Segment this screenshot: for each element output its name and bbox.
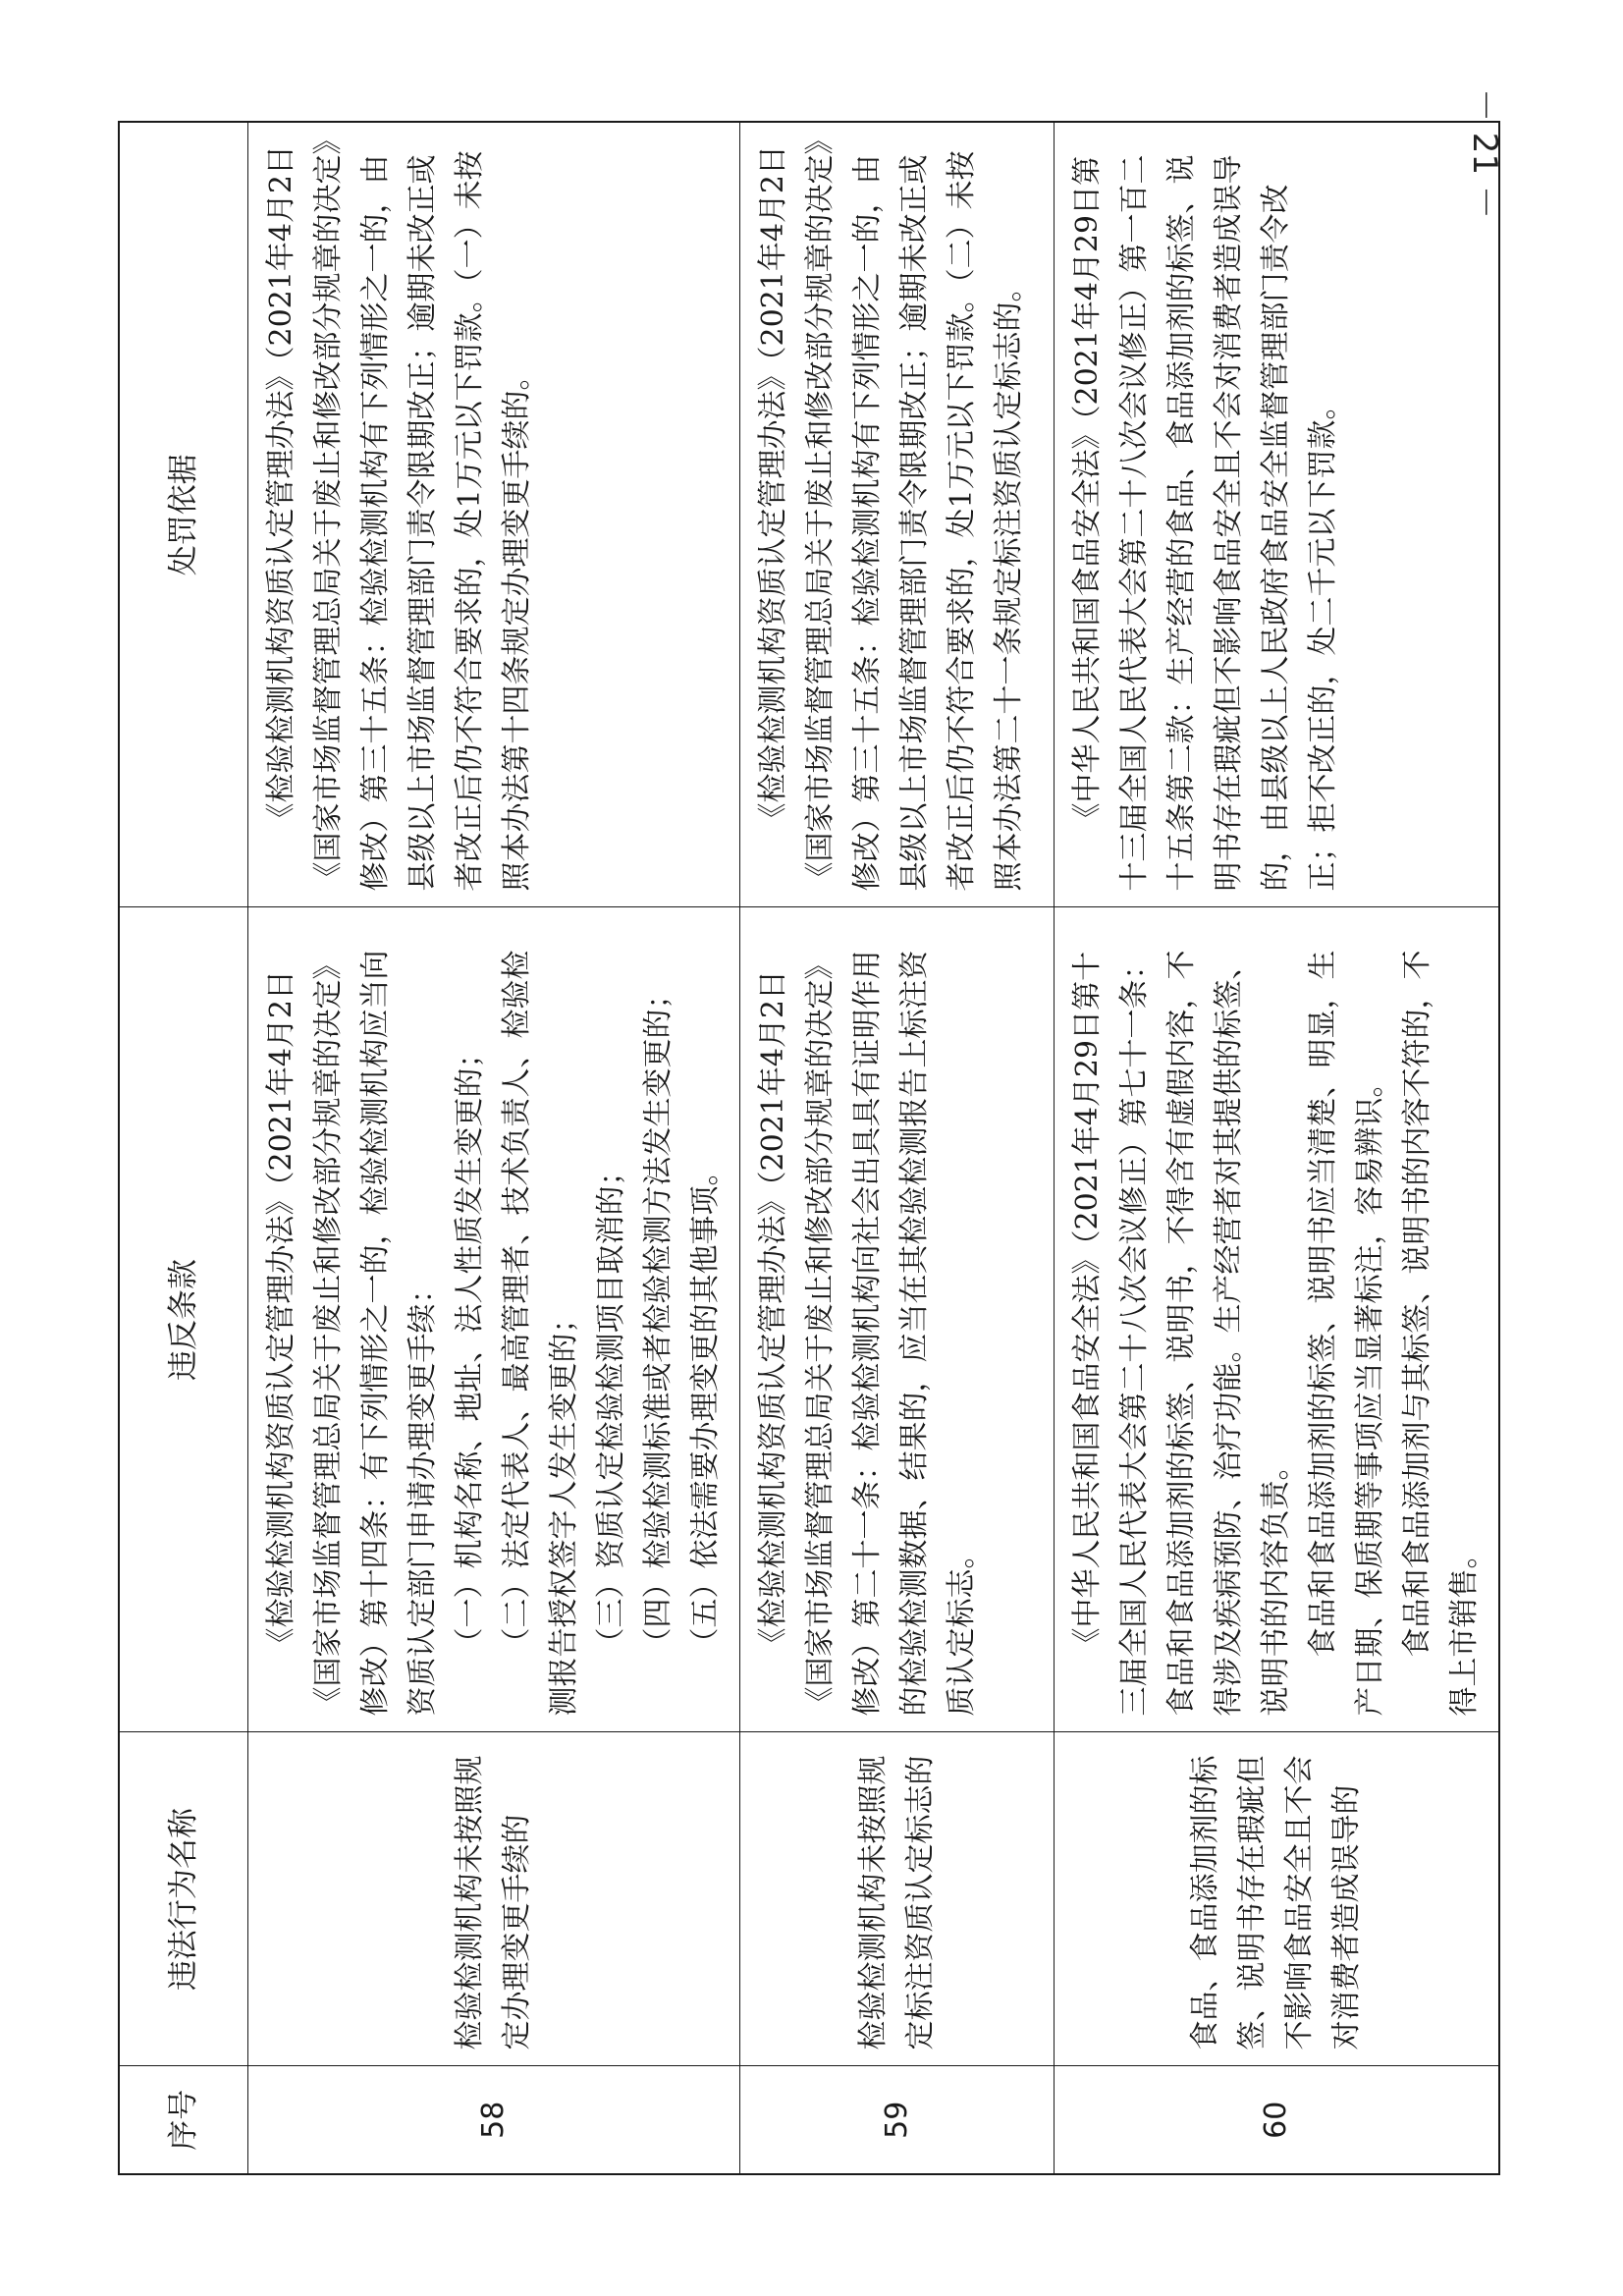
header-name: 违法行为名称 [119,1732,248,2066]
clause-paragraph: 食品和食品添加剂的标签、说明书应当清楚、明显，生产日期、保质期等事项应当显著标注，容易辨识。 [1306,950,1387,1717]
table-header-row [119,122,248,2174]
header-seq: 序号 [119,2066,248,2174]
clause-paragraph: 《检验检测机构资质认定管理办法》（2021年4月2日《国家市场监督管理总局关于废止和修改部分规章的决定》修改）第十四条：有下列情形之一的，检验检测机构应当向资质认定部门申请办理变更手续： [264,950,440,1717]
row-clause [1055,907,1500,1732]
row-name: 检验检测机构未按照规定办理变更手续的 [248,1732,740,2066]
clause-paragraph: （四）检验检测标准或者检验检测方法发生变更的； [641,979,676,1658]
clause-paragraph: （三）资质认定检验检测项目取消的； [594,1156,628,1658]
clause-paragraph: 《检验检测机构资质认定管理办法》（2021年4月2日《国家市场监督管理总局关于废止和修改部分规章的决定》修改）第二十一条：检验检测机构向社会出具具有证明作用的检验检测数据、结果的，应当在其检验检测报告上标注资质认定标志。 [756,950,979,1717]
table-row [248,122,740,2174]
clause-paragraph: 食品和食品添加剂与其标签、说明书的内容不符的，不得上市销售。 [1400,950,1482,1717]
table-row [740,122,1055,2174]
row-basis [248,122,740,907]
table-row [1055,122,1500,2174]
row-clause [740,907,1055,1732]
row-name: 食品、食品添加剂的标签、说明书存在瑕疵但不影响食品安全且不会对消费者造成误导的 [1055,1732,1500,2066]
page-number-text: － 21 － [1465,88,1504,219]
clause-paragraph: （一）机构名称、地址、法人性质发生变更的； [453,1038,487,1658]
header-clause: 违反条款 [119,907,248,1732]
clause-paragraph: （二）法定代表人、最高管理者、技术负责人、检验检测报告授权签字人发生变更的； [500,950,581,1717]
row-clause [248,907,740,1732]
row-seq: 60 [1055,2066,1500,2174]
basis-paragraph: 《中华人民共和国食品安全法》（2021年4月29日第十三届全国人民代表大会第二十八次会议修正）第一百二十五条第二款：生产经营的食品、食品添加剂的标签、说明书存在瑕疵但不影响食品安全且不会对消费者造成误导的，由县级以上人民政府食品安全监督管理部门责令改正；拒不改正的，处二千元以下罚款。 [1070,154,1340,892]
penalty-table [118,121,1500,2175]
header-basis: 处罚依据 [119,122,248,907]
row-seq: 59 [740,2066,1055,2174]
row-basis [740,122,1055,907]
basis-paragraph: 《检验检测机构资质认定管理办法》（2021年4月2日《国家市场监督管理总局关于废止和修改部分规章的决定》修改）第三十五条：检验检测机构有下列情形之一的，由县级以上市场监督管理部门责令限期改正；逾期未改正或者改正后仍不符合要求的，处1万元以下罚款。（二）未按照本办法第二十一条规定标注资质认定标志的。 [756,139,1026,892]
row-name: 检验检测机构未按照规定标注资质认定标志的 [740,1732,1055,2066]
table-frame [118,123,1482,2175]
clause-paragraph: 《中华人民共和国食品安全法》（2021年4月29日第十三届全国人民代表大会第二十八次会议修正）第七十一条：食品和食品添加剂的标签、说明书，不得含有虚假内容，不得涉及疾病预防、治疗功能。生产经营者对其提供的标签、说明书的内容负责。 [1070,950,1293,1717]
row-basis [1055,122,1500,907]
row-seq: 58 [248,2066,740,2174]
clause-paragraph: （五）依法需要办理变更的其他事项。 [688,1156,723,1658]
basis-paragraph: 《检验检测机构资质认定管理办法》（2021年4月2日《国家市场监督管理总局关于废止和修改部分规章的决定》修改）第三十五条：检验检测机构有下列情形之一的，由县级以上市场监督管理部门责令限期改正；逾期未改正或者改正后仍不符合要求的，处1万元以下罚款。（一）未按照本办法第十四条规定办理变更手续的。 [264,139,534,892]
